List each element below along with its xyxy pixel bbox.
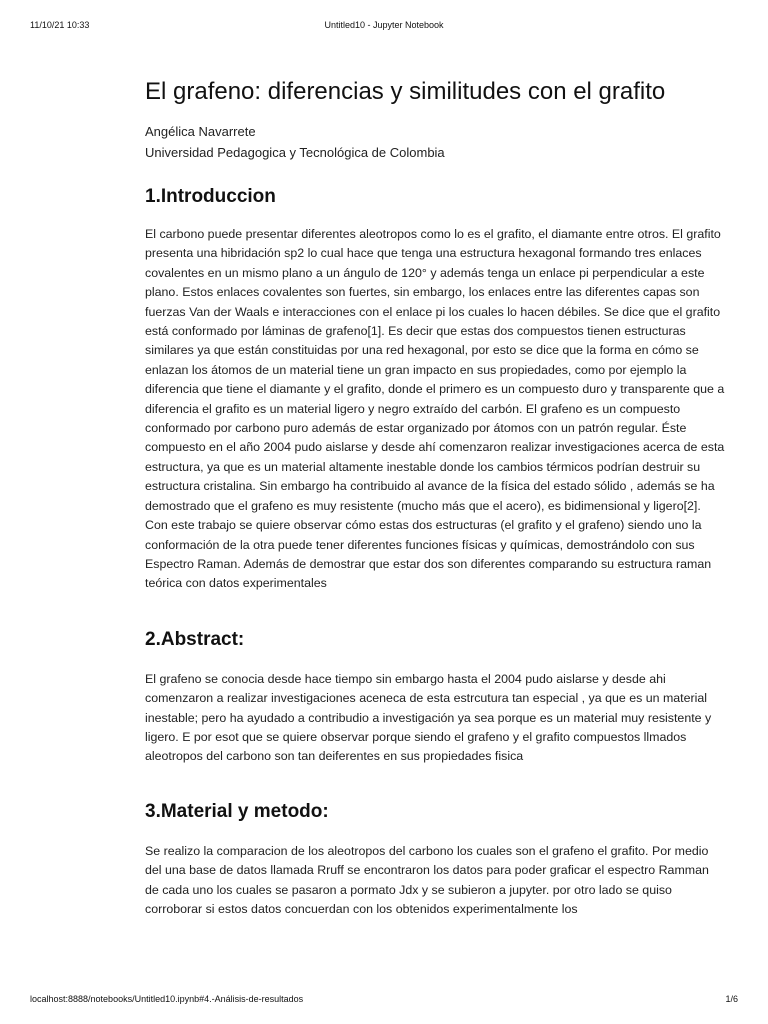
print-header	[30, 18, 738, 32]
section-heading-introduccion: 1.Introduccion	[145, 186, 276, 207]
author-affiliation: Universidad Pedagogica y Tecnológica de Colombia	[145, 145, 445, 160]
print-page-title: Untitled10 - Jupyter Notebook	[324, 20, 444, 30]
section-body-introduccion: El carbono puede presentar diferentes aleotropos como lo es el grafito, el diamante entre otros. El grafito presenta una hibridación sp2 lo cual hace que tenga una estructura hexagonal formando tres enlaces covalentes en un mismo plano a un ángulo de 120° y además tenga un enlace pi perpendicular a este plano. Estos enlaces covalentes son fuertes, sin embargo, los enlaces entre las diferentes capas son fuerzas Van der Waals e interacciones con el enlace pi los cuales lo hacen débiles. Se dice que el grafito está conformado por láminas de grafeno[1]. Es decir que estas dos compuestos tienen estructuras similares ya que están constituidas por una red hexagonal, por esto se dice que la forma en cómo se enlazan los átomos de un material tiene un gran impacto en sus propiedades, como por ejemplo la diferencia que tiene el diamante y el grafito, donde el primero es un compuesto duro y transparente que a diferencia el grafito es un material ligero y negro extraído del carbón. El grafeno es un compuesto conformado por carbono puro además de estar organizado por átomos con un patrón regular. Éste compuesto en el año 2004 pudo aislarse y desde ahí comenzaron realizar investigaciones acerca de esta estructura, ya que es un material altamente inestable donde los cambios térmicos podrían destruir su estructura cristalina. Sin embargo ha contribuido al avance de la física del estado sólido , además se ha demostrado que el grafeno es muy resistente (mucho más que el acero), es bidimensional y ligero[2]. Con este trabajo se quiere observar cómo estas dos estructuras (el grafito y el grafeno) siendo uno la conformación de la otra puede tener diferentes funciones físicas y químicas, demostrándolo con sus Espectro Raman. Además de demostrar que estar dos son diferentes comparando su estructura raman teórica con datos experimentales	[145, 227, 725, 591]
print-footer	[30, 992, 738, 1006]
section-body-material-metodo: Se realizo la comparacion de los aleotropos del carbono los cuales son el grafeno el grafito. Por medio del una base de datos llamada Rruff se encontraron los datos para poder graficar el espectro Ramman de cada uno los cuales se pasaron a pormato Jdx y se subieron a jupyter. por otro lado se quiso corroborar si estos datos concuerdan con los obtenidos experimentalmente los	[145, 843, 709, 916]
section-heading-material-metodo: 3.Material y metodo:	[145, 800, 329, 822]
page-number: 1/6	[725, 994, 738, 1004]
author-name: Angélica Navarrete	[145, 124, 256, 139]
page-url: localhost:8888/notebooks/Untitled10.ipynb#4.-Análisis-de-resultados	[30, 994, 304, 1004]
print-datetime: 11/10/21 10:33	[30, 20, 90, 30]
section-body-abstract: El grafeno se conocia desde hace tiempo sin embargo hasta el 2004 pudo aislarse y desde ahi comenzaron a realizar investigaciones aceneca de esta estrcutura tan especial , ya que es un material inestable; pero ha ayudado a contribudio a investigación ya sea porque es un material muy resistente y ligero. E por esot que se quiere observar porque siendo el grafeno y el grafito compuestos llmados aleotropos del carbono son tan deiferentes en sus propiedades fisica	[145, 671, 712, 764]
section-heading-abstract: 2.Abstract:	[145, 628, 245, 650]
author-block	[145, 121, 725, 163]
document-title: El grafeno: diferencias y similitudes con el grafito	[145, 78, 666, 105]
notebook-content	[145, 78, 725, 919]
